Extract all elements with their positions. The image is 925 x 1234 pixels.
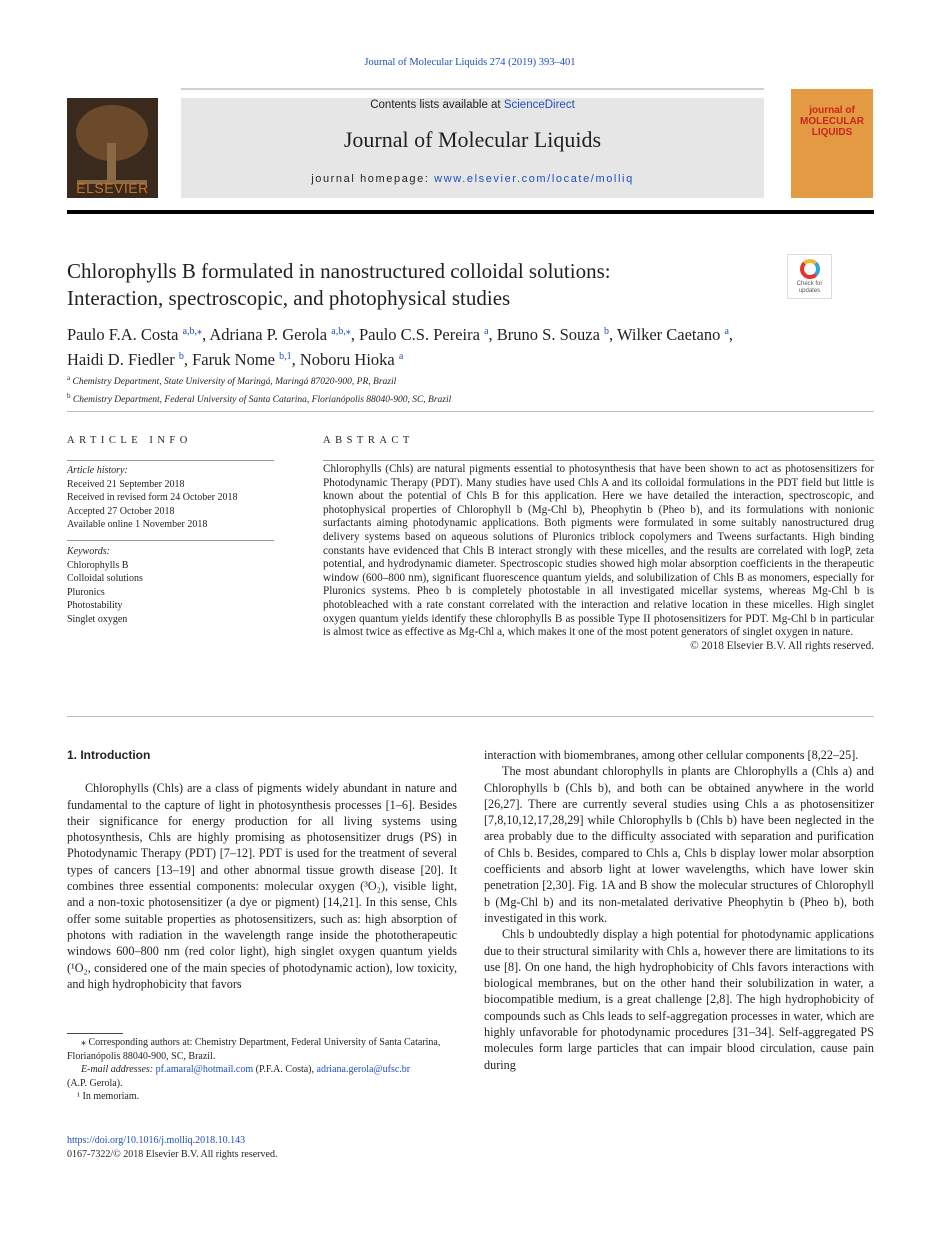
paragraph: Chls b undoubtedly display a high potential for photodynamic applications due to their structural similarity with Chls a, however there are limitations to its use [8]. On one hand, the high hydrophobicity of Chls favors interactions with biological membranes, but on the other hand their solubilization in water, a biocompatible medium, is a great challenge [2,8]. The high hydrophobicity of compounds such as Chls leads to self-aggregation processes in water, which are highly unfavorable for photodynamic procedures [31–34]. Self-aggregated PS molecules form large particles that can impair blood circulation, cause pain during (484, 927, 874, 1072)
history-item: Accepted 27 October 2018 (67, 505, 175, 517)
author[interactable]: Adriana P. Gerola $^{a,b,⁎}$ (209, 325, 351, 344)
author[interactable]: Bruno S. Souza $^b$ (496, 325, 610, 344)
divider (323, 460, 874, 461)
divider (67, 540, 274, 541)
author[interactable]: Paulo C.S. Pereira $^a$ (358, 325, 489, 344)
paragraph: The most abundant chlorophylls in plants are Chlorophylls a (Chls a) and Chlorophylls b (Chls b), and both can be obtained anywhere in the world [26,27]. There are currently several studies using Chls a as photosensitizer [7,8,10,12,17,28,29] while Chlorophylls b (Chls b) have been neglected in the area probably due to the difficulty associated with separation and purification of Chls b. Besides, compared to Chls a, Chls b display lower molar absorption coefficients and absorb light at lower wavelengths, which have lower skin penetration [2,30]. Fig. 1A and B show the molecular structures of Chlorophyll b (Mg-Chl b) and its non-metalated derivative Pheophytin b (Pheo b), both investigated in this work. (484, 764, 874, 925)
homepage-link[interactable]: www.elsevier.com/locate/molliq (434, 173, 634, 185)
right-column (484, 747, 874, 1073)
author[interactable]: Noboru Hioka $^a$ (299, 350, 404, 369)
divider (67, 411, 874, 412)
memoriam-note: ¹ In memoriam. (77, 1091, 140, 1102)
publisher-logo-text: ELSEVIER (76, 180, 149, 196)
divider (181, 88, 764, 90)
journal-banner (181, 98, 764, 198)
paragraph: interaction with biomembranes, among other cellular components [8,22–25]. (484, 748, 859, 762)
keyword: Photostability (67, 600, 123, 611)
author[interactable]: Wilker Caetano $^a$ (617, 325, 729, 344)
author[interactable]: Paulo F.A. Costa $^{a,b,⁎}$ (67, 325, 203, 344)
article-title (67, 258, 767, 312)
email-link[interactable]: pf.amaral@hotmail.com (155, 1064, 254, 1075)
journal-citation-link[interactable]: Journal of Molecular Liquids 274 (2019) 393–401 (364, 57, 576, 68)
sciencedirect-link[interactable]: ScienceDirect (503, 99, 575, 111)
doi-link[interactable]: https://doi.org/10.1016/j.molliq.2018.10.143 (67, 1135, 246, 1146)
left-column (67, 747, 457, 992)
article-info-heading: ARTICLE INFO (67, 435, 192, 446)
abstract-heading: ABSTRACT (323, 435, 414, 446)
elsevier-logo (67, 98, 158, 198)
contents-prefix: Contents lists available at (370, 99, 504, 111)
issn-copyright: 0167-7322/© 2018 Elsevier B.V. All rights reserved. (67, 1148, 278, 1160)
abstract-copyright: © 2018 Elsevier B.V. All rights reserved. (690, 639, 874, 652)
author[interactable]: Haidi D. Fiedler $^b$ (67, 350, 184, 369)
crossmark-icon (800, 259, 820, 279)
keyword: Chlorophylls B (67, 559, 129, 571)
footnote-rule (67, 1033, 123, 1034)
keyword: Singlet oxygen (67, 613, 128, 625)
contents-line (181, 98, 764, 111)
history-item: Received in revised form 24 October 2018 (67, 492, 238, 503)
divider (67, 716, 874, 717)
affiliation: $^b$ Chemistry Department, Federal University of Santa Catarina, Florianópolis 88040-900, SC, Brazil (67, 391, 452, 405)
footer (67, 1134, 277, 1161)
crossmark-label: Check for updates (796, 281, 823, 294)
author-list: Paulo F.A. Costa $^{a,b,⁎}$, Adriana P. Gerola $^{a,b,⁎}$, Paulo C.S. Pereira $^a$, Bruno S. Souza $^b$, Wilker Caetano $^a$, Haidi D. Fiedler $^b$, Faruk Nome $^{b,1}$, Noboru Hioka $^a$ (67, 325, 734, 369)
keyword: Pluronics (67, 586, 105, 598)
header-rule (67, 210, 874, 214)
keyword: Colloidal solutions (67, 573, 143, 584)
paragraph: Chlorophylls (Chls) are a class of pigments widely abundant in nature and fundamental to the capture of light in photosynthesis processes [1–6]. Besides their significance for energy production for all living systems using photosynthesis, Chls are highly promising as photosensitizer drugs (PS) in Photodynamic Therapy (PDT) [7–12]. PDT is used for the treatment of several types of cancers [13–19] and other abnormal tissue growth disease [20]. It combines three essential components: molecular oxygen (³O₂), visible light, and a non-toxic photosensitizer (a dye or pigment) [14,21]. In this sense, Chls offer some suitable properties as photosensitizers, such as: high absorption of photons with radiation in the wavelength range inside the phototherapeutic windows 600–800 nm (red color light), high singlet oxygen quantum yields (¹O₂, considered one of the main species of photodynamic action), low toxicity, and high hydrophobicity that favors (67, 781, 457, 991)
check-for-updates-button[interactable] (787, 254, 832, 299)
homepage-prefix: journal homepage: (311, 173, 435, 185)
title-line-2: Interaction, spectroscopic, and photophysical studies (67, 286, 511, 310)
affiliations (67, 372, 451, 407)
article-history (67, 464, 274, 532)
email-link[interactable]: adriana.gerola@ufsc.br (316, 1064, 411, 1075)
history-label: Article history: (67, 465, 128, 476)
author[interactable]: Faruk Nome $^{b,1}$ (192, 350, 292, 369)
affiliation: $^a$ Chemistry Department, State University of Maringá, Maringá 87020-900, PR, Brazil (67, 374, 397, 388)
title-line-1: Chlorophylls B formulated in nanostructured colloidal solutions: (67, 259, 611, 283)
cover-title: journal of MOLECULAR LIQUIDS (800, 105, 864, 138)
keywords-label: Keywords: (67, 546, 110, 557)
abstract-text: Chlorophylls (Chls) are natural pigments essential to photosynthesis that have been shown to act as photosensitizers for Photodynamic Therapy (PDT). Many studies have used Chls A and its colloidal formulations in the PDT field but little is known about the potential of Chls B for this application. Here we have detailed the interaction, spectroscopic, and photophysical properties of Chlorophyll b (Mg-Chl b), Pheophytin b (Pheo b), and its formulations with nonionic surfactants aiming photodynamic applications. Both pigments were formulated in some suitably nanostructured drug delivery systems based on aqueous solutions of Pluronics triblock copolymers and Tweens surfactants. High binding constants have evidenced that Chls B interact strongly with these micelles, and the results are correlated with logP, zeta potential, and hydrodynamic diameter. Spectroscopic studies showed high molar absorption coefficients in the therapeutic window (600–800 nm), significant fluorescence quantum yields, and solubilization of Chls B as monomers, especially for Pluronics systems. Pheo b is completely photostable in all investigated micellar systems, whereas Mg-Chl b is photobleached with a rate constant correlated with the interaction and relative location in these micelles. High singlet oxygen quantum yields identify these chlorophylls B as possible Type II photosensitizers for PDT. Mg-Chl b in particular is almost twice as effective as Mg-Chl a, which makes it one of the most potent generators of singlet oxygen in nature. (323, 463, 874, 639)
journal-cover[interactable] (791, 89, 873, 198)
abstract (323, 463, 874, 653)
corresponding-note: ⁎ Corresponding authors at: Chemistry Department, Federal University of Santa Catarina, Florianópolis 88040-900, SC, Brazil. (67, 1037, 441, 1062)
history-item: Available online 1 November 2018 (67, 519, 208, 530)
journal-title: Journal of Molecular Liquids (343, 127, 602, 152)
history-item: Received 21 September 2018 (67, 478, 185, 490)
footnotes (67, 1036, 457, 1104)
divider (67, 460, 274, 461)
keywords (67, 545, 274, 626)
section-heading: 1. Introduction (67, 748, 151, 762)
homepage-line (181, 173, 764, 185)
email-note: E-mail addresses: pf.amaral@hotmail.com (P.F.A. Costa), adriana.gerola@ufsc.br (A.P. Gerola). (67, 1064, 411, 1089)
